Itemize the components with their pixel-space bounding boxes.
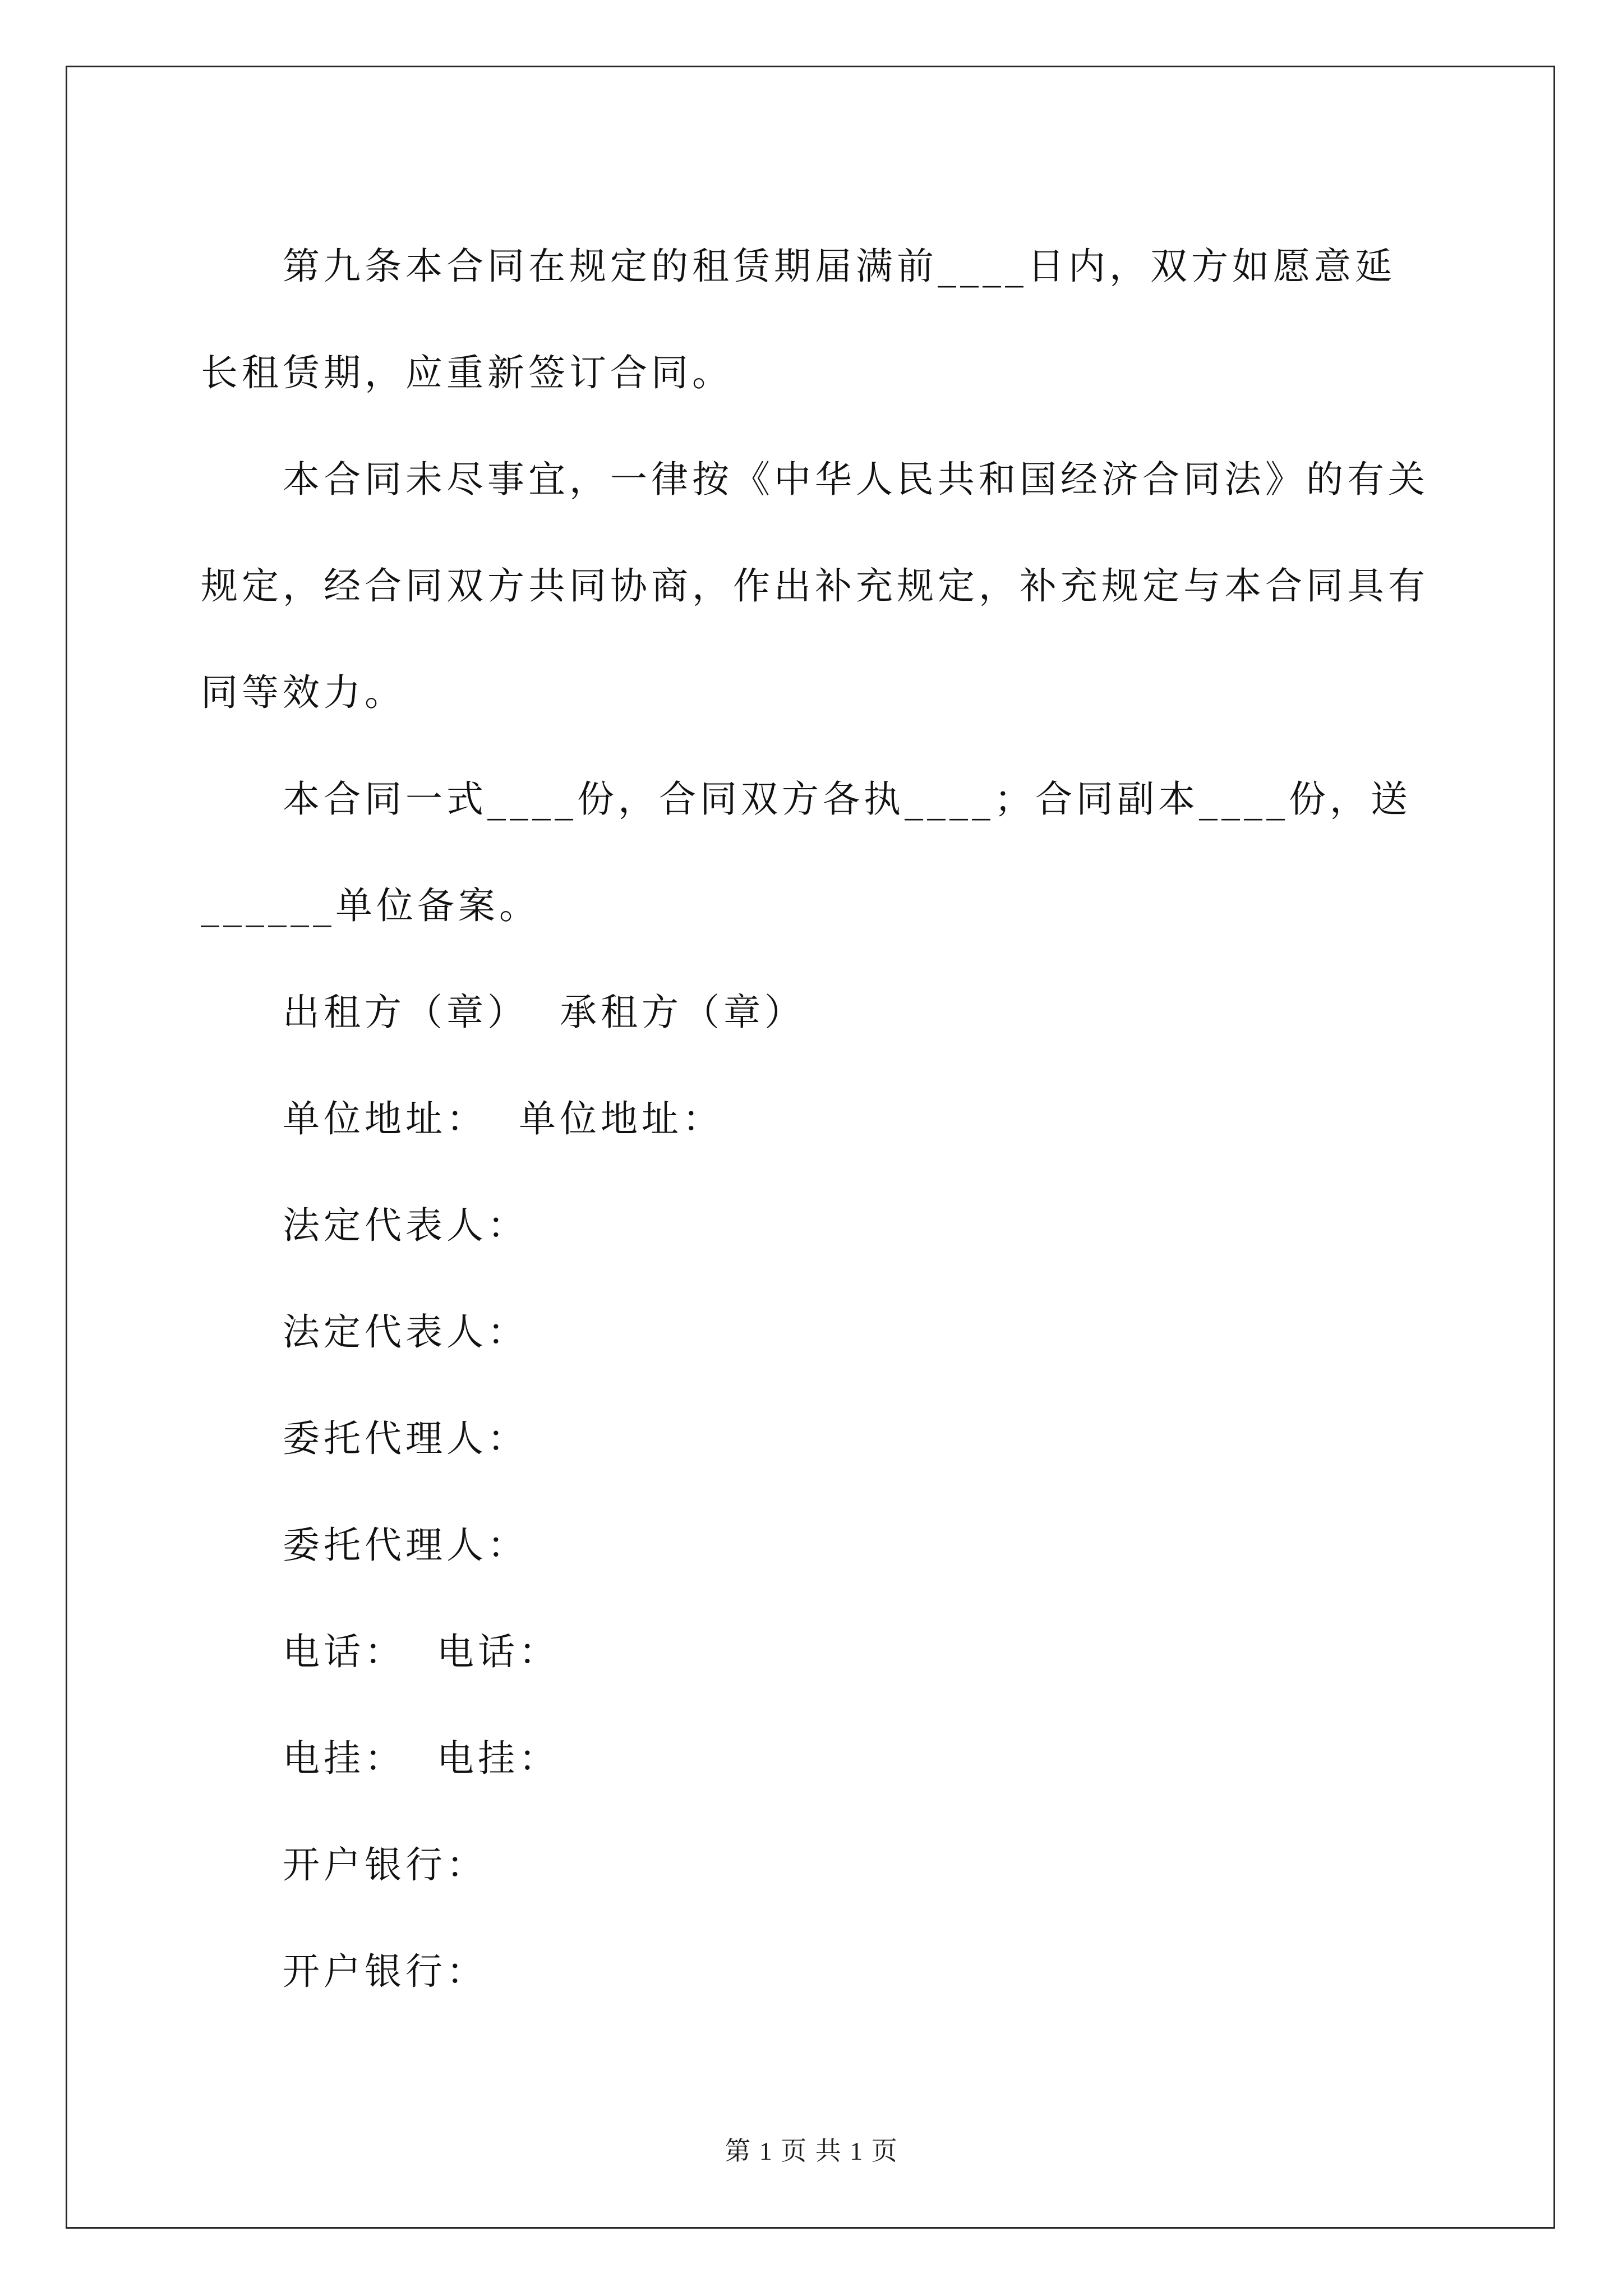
- copies-paragraph: 本合同一式____份，合同双方各执____；合同副本____份，送______单位备案。: [201, 777, 1412, 927]
- signature-legal-rep-2: 法定代表人：: [283, 1310, 528, 1354]
- page-footer: 第 1 页 共 1 页: [725, 2137, 898, 2165]
- signature-bank-2: 开户银行：: [283, 1950, 487, 1993]
- signature-agent-1: 委托代理人：: [283, 1417, 528, 1460]
- signature-lessor-lessee: 出租方（章） 承租方（章）: [283, 991, 805, 1034]
- supplementary-terms-paragraph: 本合同未尽事宜，一律按《中华人民共和国经济合同法》的有关规定，经合同双方共同协商，作出补充规定，补充规定与本合同具有同等效力。: [201, 458, 1429, 714]
- signature-phone: 电话： 电话：: [283, 1630, 560, 1673]
- clause-nine-paragraph: 第九条本合同在规定的租赁期届满前____日内，双方如愿意延长租赁期，应重新签订合同。: [201, 245, 1396, 394]
- signature-bank-1: 开户银行：: [283, 1843, 487, 1887]
- signature-address: 单位地址： 单位地址：: [283, 1097, 723, 1140]
- signature-legal-rep-1: 法定代表人：: [283, 1204, 528, 1247]
- signature-agent-2: 委托代理人：: [283, 1524, 528, 1567]
- signature-telegraph: 电挂： 电挂：: [283, 1737, 560, 1780]
- document-body: [201, 213, 1429, 2025]
